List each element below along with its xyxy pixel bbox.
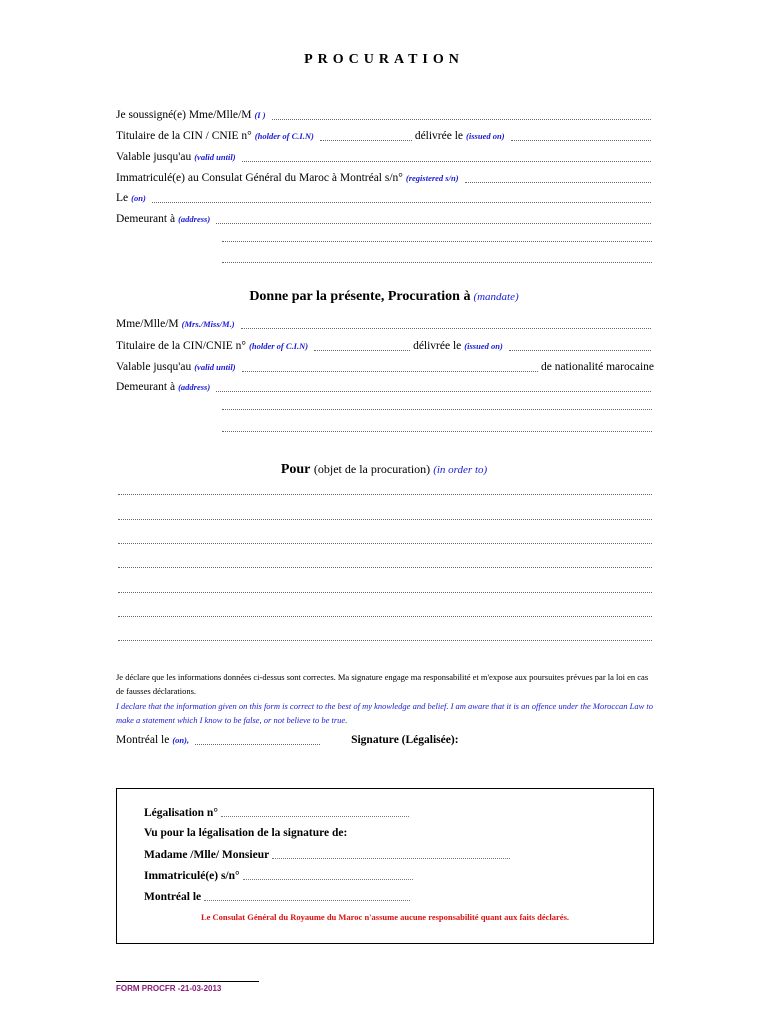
declarant-cin-label: Titulaire de la CIN / CNIE n° [116, 130, 252, 142]
purpose-line-1[interactable] [118, 494, 652, 495]
declaration-fr: Je déclare que les informations données ci-dessus sont correctes. Ma signature engage ma responsabilité et m'expose aux poursuites prévues par la loi en cas de fausses déclarations. [116, 672, 649, 696]
declarant-date-en: (on) [131, 193, 146, 203]
declarant-valid-en: (valid until) [194, 152, 236, 162]
declarant-name-field[interactable] [272, 109, 651, 120]
declarant-registration-line [116, 171, 654, 185]
legalisation-registration-line [144, 869, 413, 882]
purpose-line-7[interactable] [118, 640, 652, 641]
mandatary-cin-label: Titulaire de la CIN/CNIE n° [116, 340, 247, 352]
mandatary-issued-field[interactable] [509, 340, 651, 351]
mandatary-name-en: (Mrs./Miss/M.) [181, 319, 235, 329]
legalisation-date-line [144, 890, 410, 903]
mandatary-address-field-3[interactable] [222, 431, 652, 432]
declarant-date-label: Le [116, 192, 129, 204]
purpose-line-4[interactable] [118, 567, 652, 568]
declarant-issued-field[interactable] [511, 130, 651, 141]
signature-place-label: Montréal le [116, 734, 170, 746]
declarant-cin-line [116, 129, 654, 143]
mandatary-valid-en: (valid until) [194, 362, 236, 372]
legalisation-number-field[interactable] [221, 806, 409, 817]
declarant-valid-label: Valable jusqu'au [116, 151, 192, 163]
mandatary-cin-field[interactable] [314, 340, 410, 351]
declarant-address-label: Demeurant à [116, 213, 176, 225]
declarant-name-line [116, 108, 654, 122]
legalisation-number-label: Légalisation n° [144, 807, 218, 819]
mandatary-nationality-label: de nationalité marocaine [540, 361, 654, 373]
mandatary-name-label: Mme/Mlle/M [116, 318, 179, 330]
declarant-address-field[interactable] [216, 213, 651, 224]
legalisation-signature-label: Vu pour la légalisation de la signature de: [144, 827, 348, 839]
page-title: PROCURATION [304, 52, 464, 67]
mandate-heading-text: Donne par la présente, Procuration à [249, 289, 471, 304]
signature-label: Signature (Légalisée): [351, 734, 459, 746]
mandate-heading [0, 289, 768, 305]
purpose-line-6[interactable] [118, 616, 652, 617]
mandatary-valid-line [116, 360, 654, 374]
declarant-address-line [116, 212, 654, 226]
consulate-disclaimer: Le Consulat Général du Royaume du Maroc n'assume aucune responsabilité quant aux faits déclarés. [200, 912, 570, 922]
legalisation-number-line [144, 806, 409, 819]
mandatary-address-field[interactable] [216, 381, 651, 392]
declarant-registration-en: (registered s/n) [405, 173, 459, 183]
signature-line [116, 733, 656, 747]
declarant-address-en: (address) [178, 214, 211, 224]
declarant-date-line [116, 191, 654, 205]
declarant-issued-label: délivrée le [414, 130, 464, 142]
signature-date-field[interactable] [195, 734, 320, 745]
mandatary-address-line [116, 380, 654, 394]
declaration-en: I declare that the information given on this form is correct to the best of my knowledge and belief. I am aware that it is an offence under the Moroccan Law to make a statement which I know to be false, or not believe to be true. [116, 701, 653, 725]
mandatary-name-field[interactable] [241, 318, 651, 329]
mandatary-issued-en: (issued on) [464, 341, 503, 351]
declarant-cin-en: (holder of C.I.N) [254, 131, 314, 141]
legalisation-name-field[interactable] [272, 848, 510, 859]
declarant-address-field-3[interactable] [222, 262, 652, 263]
purpose-heading [0, 462, 768, 478]
purpose-heading-text: (objet de la procuration) [313, 462, 431, 476]
purpose-line-2[interactable] [118, 519, 652, 520]
declarant-valid-line [116, 150, 654, 164]
purpose-heading-bold: Pour [280, 462, 311, 477]
footer-divider [116, 981, 259, 982]
mandatary-valid-field[interactable] [242, 361, 538, 372]
mandatary-name-line [116, 317, 654, 331]
legalisation-registration-field[interactable] [243, 869, 413, 880]
mandatary-address-en: (address) [178, 382, 211, 392]
declarant-valid-field[interactable] [242, 151, 651, 162]
legalisation-name-label: Madame /Mlle/ Monsieur [144, 849, 270, 861]
declarant-registration-label: Immatriculé(e) au Consulat Général du Maroc à Montréal s/n° [116, 172, 403, 184]
legalisation-registration-label: Immatriculé(e) s/n° [144, 870, 240, 882]
purpose-line-5[interactable] [118, 592, 652, 593]
declarant-cin-field[interactable] [320, 130, 412, 141]
purpose-line-3[interactable] [118, 543, 652, 544]
mandatary-cin-en: (holder of C.I.N) [249, 341, 309, 351]
mandate-heading-en: (mandate) [473, 291, 519, 303]
form-reference: FORM PROCFR -21-03-2013 [116, 984, 222, 993]
mandatary-address-label: Demeurant à [116, 381, 176, 393]
mandatary-address-field-2[interactable] [222, 409, 652, 410]
legalisation-date-label: Montréal le [144, 891, 202, 903]
declarant-issued-en: (issued on) [466, 131, 505, 141]
declarant-registration-field[interactable] [465, 172, 651, 183]
signature-place-en: (on), [172, 735, 190, 745]
legalisation-box [116, 788, 654, 944]
purpose-heading-en: (in order to) [433, 464, 488, 476]
legalisation-date-field[interactable] [204, 890, 410, 901]
declarant-name-label: Je soussigné(e) Mme/Mlle/M [116, 109, 252, 121]
declarant-address-field-2[interactable] [222, 241, 652, 242]
declarant-name-en: (I ) [254, 110, 266, 120]
mandatary-issued-label: délivrée le [413, 340, 462, 352]
legalisation-name-line [144, 848, 510, 861]
legalisation-signature-line [144, 827, 347, 839]
mandatary-cin-line [116, 339, 654, 353]
mandatary-valid-label: Valable jusqu'au [116, 361, 192, 373]
declarant-date-field[interactable] [152, 192, 651, 203]
